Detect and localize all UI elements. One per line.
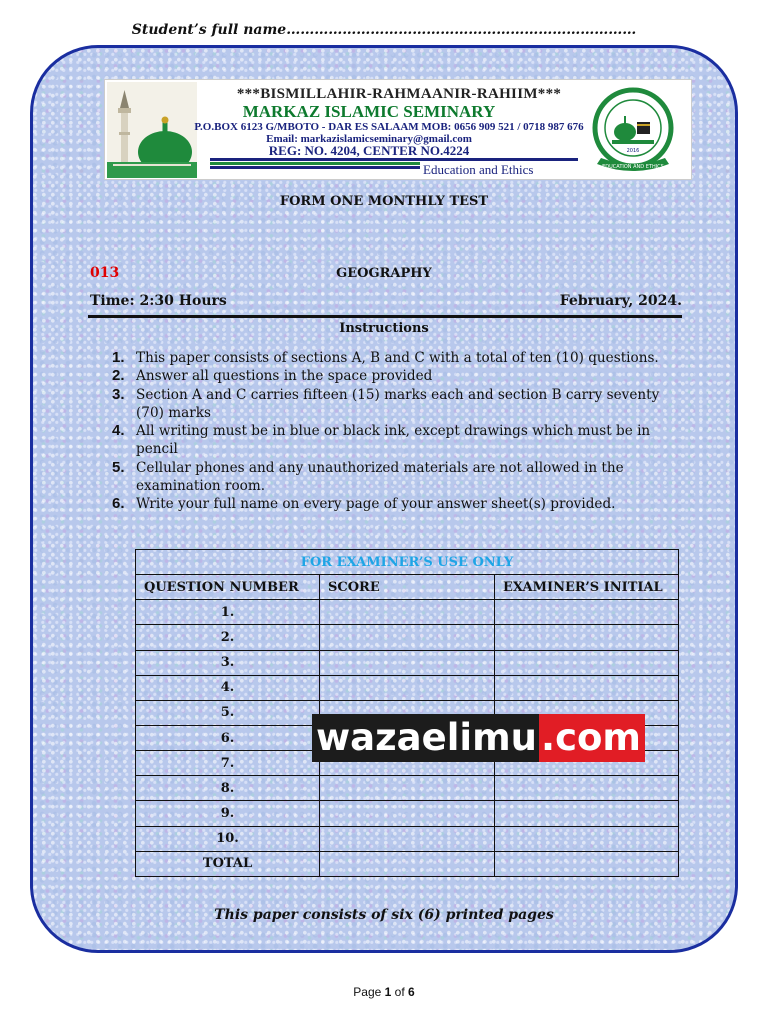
- initial-cell[interactable]: [495, 625, 679, 650]
- initial-cell[interactable]: [495, 650, 679, 675]
- table-total-row: [136, 851, 679, 876]
- seal-motto: EDUCATION AND ETHICS: [602, 164, 664, 170]
- question-number-header: QUESTION NUMBER: [136, 575, 320, 600]
- wazaelimu-watermark: [312, 714, 645, 762]
- question-number-cell: 8.: [136, 776, 320, 801]
- instruction-item: 1. This paper consists of sections A, B and C with a total of ten (10) questions.: [112, 349, 659, 366]
- score-cell[interactable]: [320, 801, 495, 826]
- exam-date: February, 2024.: [559, 293, 682, 309]
- school-name: MARKAZ ISLAMIC SEMINARY: [242, 102, 496, 121]
- school-address: P.O.BOX 6123 G/MBOTO - DAR ES SALAAM MOB: 0656 909 521 / 0718 987 676: [194, 121, 584, 133]
- instructions-list: [110, 349, 675, 514]
- total-initial-cell[interactable]: [495, 851, 679, 876]
- total-label-cell: TOTAL: [136, 851, 320, 876]
- question-number-cell: 7.: [136, 751, 320, 776]
- watermark-domain: .com: [539, 714, 645, 762]
- instruction-item: 2. Answer all questions in the space provided: [112, 367, 433, 385]
- exam-duration: Time: 2:30 Hours: [90, 293, 227, 309]
- initial-cell[interactable]: [495, 826, 679, 851]
- score-cell[interactable]: [320, 625, 495, 650]
- question-number-cell: 10.: [136, 826, 320, 851]
- banner-stripe-navy-lower: [210, 166, 420, 169]
- school-letterhead-banner: [104, 79, 692, 180]
- banner-bismillah: ***BISMILLAHIR-RAHMAANIR-RAHIIM***: [236, 86, 562, 102]
- table-header-row: [136, 575, 679, 600]
- examiner-score-table: [135, 549, 679, 877]
- table-row: [136, 675, 679, 700]
- student-name-line: Student’s full name…………………………………………………………………: [131, 22, 637, 38]
- banner-stripe-navy: [210, 158, 578, 161]
- score-header: SCORE: [320, 575, 495, 600]
- instruction-item: 6. Write your full name on every page of your answer sheet(s) provided.: [112, 495, 616, 513]
- instruction-item: 3. Section A and C carries fifteen (15) marks each and section B carry seventy (70) marks: [112, 385, 660, 421]
- examiner-initial-header: EXAMINER’S INITIAL: [495, 575, 679, 600]
- question-number-cell: 1.: [136, 600, 320, 625]
- total-score-cell[interactable]: [320, 851, 495, 876]
- page-number: Page 1 of 6: [353, 985, 415, 999]
- score-cell[interactable]: [320, 826, 495, 851]
- table-row: [136, 625, 679, 650]
- table-row: [136, 776, 679, 801]
- table-caption-row: [136, 550, 679, 575]
- question-number-cell: 4.: [136, 675, 320, 700]
- watermark-brand: wazaelimu: [312, 714, 539, 762]
- banner-stripe-green: [210, 162, 420, 165]
- question-number-cell: 2.: [136, 625, 320, 650]
- score-cell[interactable]: [320, 675, 495, 700]
- initial-cell[interactable]: [495, 776, 679, 801]
- school-registration: REG: NO. 4204, CENTER NO.4224: [268, 143, 470, 158]
- initial-cell[interactable]: [495, 600, 679, 625]
- question-number-cell: 9.: [136, 801, 320, 826]
- table-row: [136, 826, 679, 851]
- banner-tagline: Education and Ethics: [423, 162, 534, 177]
- instructions-heading: Instructions: [339, 321, 429, 336]
- header-divider: [88, 315, 682, 318]
- score-cell[interactable]: [320, 600, 495, 625]
- test-title: FORM ONE MONTHLY TEST: [279, 194, 489, 209]
- score-cell[interactable]: [320, 776, 495, 801]
- school-seal-logo: [583, 86, 683, 176]
- school-email: Email: markazislamicseminary@gmail.com: [266, 133, 472, 145]
- instruction-item: 5. Cellular phones and any unauthorized materials are not allowed in the examination room.: [112, 458, 624, 495]
- question-number-cell: 6.: [136, 725, 320, 750]
- instruction-item: 4. All writing must be in blue or black ink, except drawings which must be in pencil: [112, 422, 651, 458]
- subject-code: 013: [90, 265, 120, 281]
- question-number-cell: 3.: [136, 650, 320, 675]
- question-number-cell: 5.: [136, 700, 320, 725]
- table-row: [136, 650, 679, 675]
- initial-cell[interactable]: [495, 801, 679, 826]
- score-cell[interactable]: [320, 650, 495, 675]
- subject-name: GEOGRAPHY: [336, 266, 432, 281]
- examiner-use-caption: FOR EXAMINER’S USE ONLY: [136, 550, 679, 575]
- table-row: [136, 801, 679, 826]
- seal-year: 2016: [626, 148, 640, 154]
- printed-pages-note: This paper consists of six (6) printed pages: [214, 907, 554, 923]
- initial-cell[interactable]: [495, 675, 679, 700]
- table-row: [136, 600, 679, 625]
